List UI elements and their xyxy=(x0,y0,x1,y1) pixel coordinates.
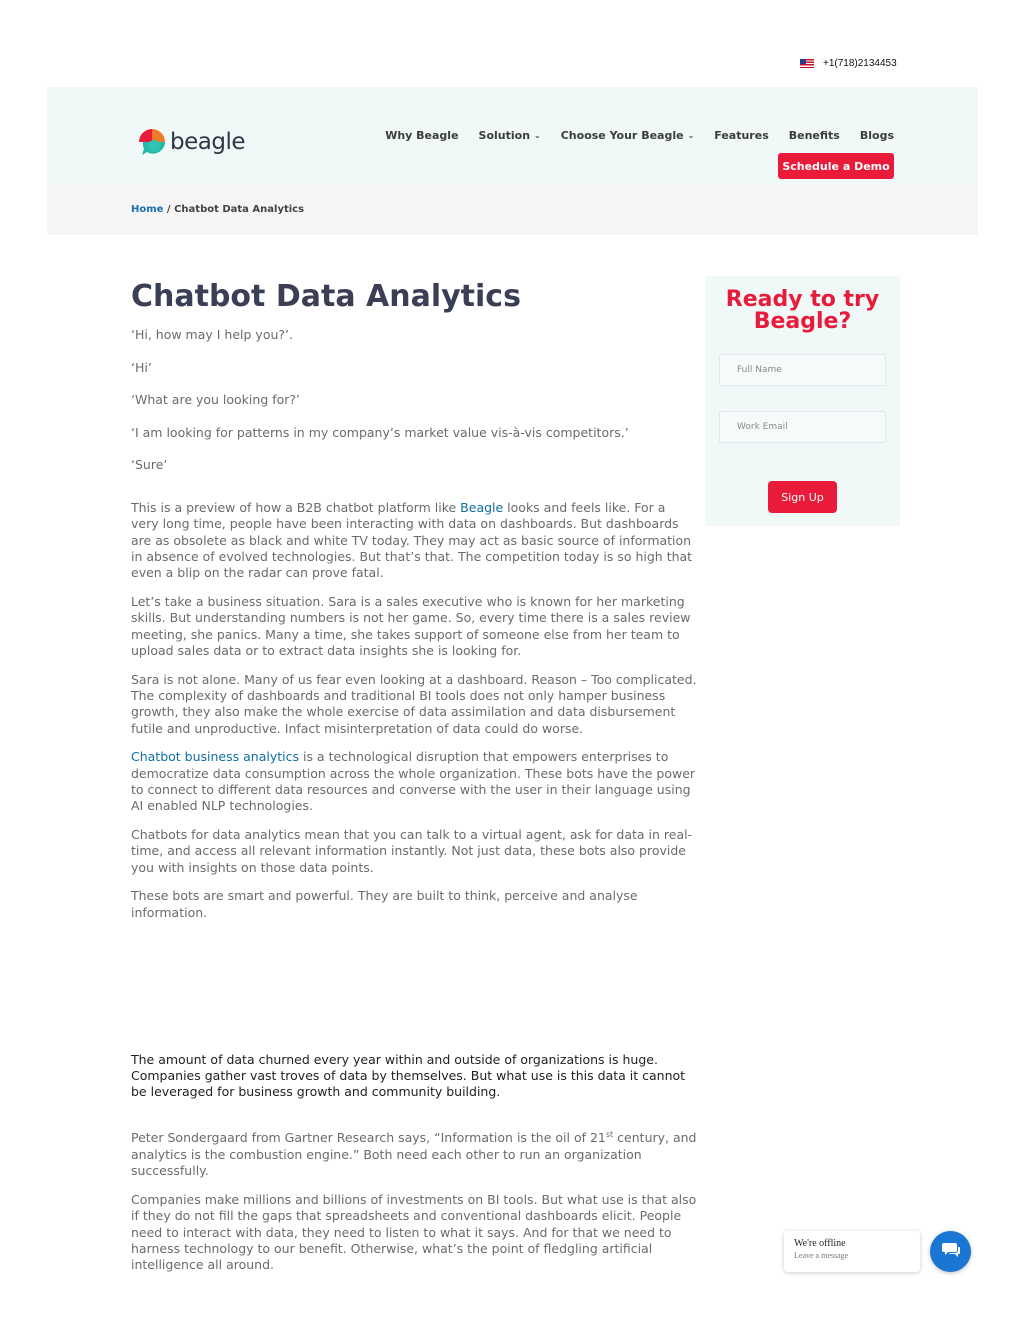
sidebar-title: Ready to try Beagle? xyxy=(725,287,880,334)
breadcrumb-bar xyxy=(47,185,978,235)
work-email-field[interactable] xyxy=(719,411,886,443)
logo[interactable] xyxy=(137,127,245,157)
chat-launcher-button[interactable] xyxy=(930,1231,971,1272)
nav-features[interactable]: Features xyxy=(714,129,769,142)
signup-sidebar xyxy=(705,276,900,526)
breadcrumb xyxy=(131,204,304,215)
main-nav xyxy=(385,129,894,142)
dialog-line: ‘What are you looking for?’ xyxy=(131,392,301,407)
phone-number[interactable]: +1(718)2134453 xyxy=(823,58,897,69)
dialog-line: ‘I am looking for patterns in my company’s market value vis-à-vis competitors.’ xyxy=(131,424,629,440)
beagle-link[interactable]: Beagle xyxy=(460,500,504,515)
nav-choose-your-beagle[interactable]: Choose Your Beagle ⌄ xyxy=(560,129,695,142)
content-spacer xyxy=(131,934,697,1052)
breadcrumb-current: Chatbot Data Analytics xyxy=(174,204,305,215)
paragraph: Let’s take a business situation. Sara is a sales executive who is known for her marketing skills. But understanding numbers is not her game. So, every time there is a sales review meeting, she panics. Many a time, she takes support of someone else from her team to upload sales data or to extract data insights she is looking for. xyxy=(131,593,691,658)
site-header xyxy=(47,87,978,185)
paragraph: Sara is not alone. Many of us fear even looking at a dashboard. Reason – Too complicated. The complexity of dashboards and traditional BI tools does not only hamper business growth, they also make the whole exercise of data assimilation and data disbursement futile and unproductive. Infact misinterpretation of data could do worse. xyxy=(131,671,697,736)
dialog-line: ‘Hi, how may I help you?’. xyxy=(131,327,293,342)
chat-prompt: Leave a message xyxy=(794,1251,849,1260)
work-email-input[interactable] xyxy=(720,412,885,442)
paragraph: Chatbot business analytics is a technological disruption that empowers enterprises to democratize data consumption across the whole organization. These bots have the power to connect to different data resources and converse with the user in their language using AI enabled NLP technologies. xyxy=(131,749,696,814)
paragraph: Peter Sondergaard from Gartner Research says, “Information is the oil of 21st century, and analytics is the combustion engine.” Both need each other to run an organization successfully. xyxy=(131,1130,697,1179)
chevron-down-icon: ⌄ xyxy=(687,131,695,140)
paragraph: The amount of data churned every year within and outside of organizations is huge. Companies gather vast troves of data by themselves. But what use is this data it cannot be leveraged for business growth and community building. xyxy=(131,1051,686,1100)
nav-why-beagle[interactable]: Why Beagle xyxy=(385,129,459,142)
full-name-field[interactable] xyxy=(719,354,886,386)
paragraph: These bots are smart and powerful. They are built to think, perceive and analyse information. xyxy=(131,888,638,920)
sign-up-button[interactable]: Sign Up xyxy=(768,481,837,513)
paragraph: This is a preview of how a B2B chatbot platform like Beagle looks and feels like. For a very long time, people have been interacting with data on dashboards. But dashboards are as obsolete as black and white TV today. They may act as basic source of information in absence of evolved technologies. But that’s that. The competition today is so high that even a blip on the radar can prove fatal. xyxy=(131,500,693,581)
chat-status: We're offline xyxy=(794,1238,846,1249)
nav-solution[interactable]: Solution ⌄ xyxy=(478,129,541,142)
breadcrumb-home[interactable]: Home xyxy=(131,204,164,215)
us-flag-icon xyxy=(800,59,814,68)
logo-wordmark: beagle xyxy=(170,129,245,155)
top-contact-bar xyxy=(800,58,897,69)
paragraph: Chatbots for data analytics mean that you can talk to a virtual agent, ask for data in real-time, and access all relevant information instantly. Not just data, these bots also provide you with insights on those data points. xyxy=(131,827,693,875)
breadcrumb-separator: / xyxy=(163,204,175,215)
full-name-input[interactable] xyxy=(720,355,885,385)
chat-bubble-icon xyxy=(942,1242,960,1262)
chatbot-business-analytics-link[interactable]: Chatbot business analytics xyxy=(131,749,299,765)
chat-dialog-example xyxy=(131,327,697,473)
beagle-logo-icon xyxy=(137,127,167,157)
article xyxy=(131,278,697,1286)
chat-offline-box[interactable] xyxy=(784,1231,920,1272)
schedule-demo-button[interactable]: Schedule a Demo xyxy=(778,153,894,179)
dialog-line: ‘Hi’ xyxy=(131,359,152,375)
chevron-down-icon: ⌄ xyxy=(534,131,541,140)
article-body xyxy=(131,500,697,1273)
page-title: Chatbot Data Analytics xyxy=(131,279,521,314)
paragraph: Companies make millions and billions of investments on BI tools. But what use is that also if they do not fill the gaps that spreadsheets and conventional dashboards elicit. People need to interact with data, they need to listen to what it says. And for that we need to harness technology to our benefit. Otherwise, what’s the point of fledgling artificial intelligence all around. xyxy=(131,1191,697,1273)
nav-benefits[interactable]: Benefits xyxy=(788,129,840,142)
dialog-line: ‘Sure’ xyxy=(131,457,168,472)
nav-blogs[interactable]: Blogs xyxy=(859,129,894,142)
